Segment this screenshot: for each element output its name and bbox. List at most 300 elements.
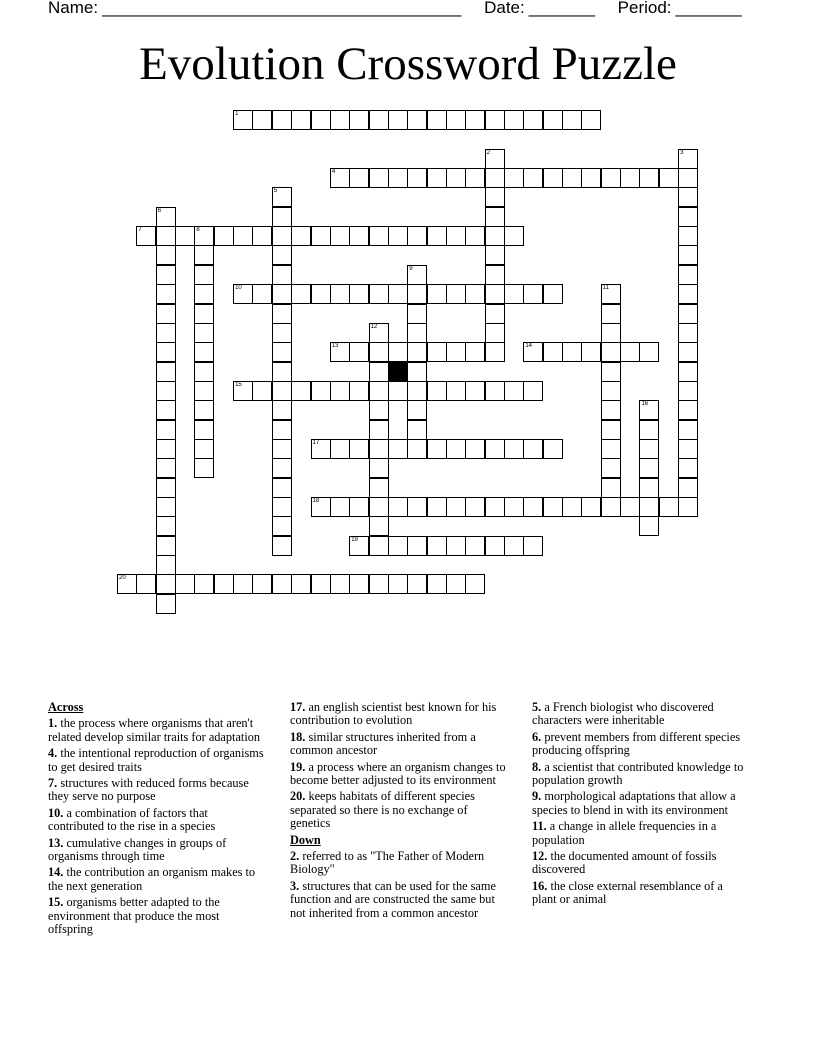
- grid-cell[interactable]: [349, 536, 369, 556]
- grid-cell[interactable]: [485, 245, 505, 265]
- grid-cell[interactable]: [678, 304, 698, 324]
- grid-cell[interactable]: [639, 478, 659, 498]
- clue-number: 16: [641, 401, 649, 408]
- grid-cell[interactable]: [272, 110, 292, 130]
- grid-cell[interactable]: [678, 226, 698, 246]
- grid-cell[interactable]: [175, 574, 195, 594]
- grid-cell[interactable]: [485, 342, 505, 362]
- grid-cell[interactable]: [581, 342, 601, 362]
- grid-cell[interactable]: [272, 323, 292, 343]
- grid-cell[interactable]: [349, 342, 369, 362]
- grid-cell[interactable]: [330, 497, 350, 517]
- grid-cell[interactable]: [291, 574, 311, 594]
- grid-cell[interactable]: [485, 110, 505, 130]
- grid-cell[interactable]: [504, 381, 524, 401]
- grid-cell[interactable]: [194, 304, 214, 324]
- clue-down-8: 8. a scientist that contributed knowledge to population growth: [532, 759, 744, 788]
- grid-cell[interactable]: [194, 226, 214, 246]
- grid-cell[interactable]: [427, 168, 447, 188]
- grid-cell[interactable]: [678, 420, 698, 440]
- grid-cell[interactable]: [620, 168, 640, 188]
- grid-cell[interactable]: [581, 168, 601, 188]
- grid-cell[interactable]: [543, 284, 563, 304]
- grid-cell[interactable]: [194, 381, 214, 401]
- grid-cell[interactable]: [349, 110, 369, 130]
- grid-cell[interactable]: [369, 516, 389, 536]
- grid-cell[interactable]: [291, 110, 311, 130]
- grid-cell[interactable]: [601, 342, 621, 362]
- grid-cell[interactable]: [407, 168, 427, 188]
- clue-number: 11: [602, 285, 609, 292]
- grid-cell[interactable]: [349, 168, 369, 188]
- grid-cell[interactable]: [446, 497, 466, 517]
- grid-cell[interactable]: [233, 284, 253, 304]
- grid-cell[interactable]: [446, 284, 466, 304]
- grid-cell[interactable]: [272, 187, 292, 207]
- grid-cell[interactable]: [446, 439, 466, 459]
- grid-cell[interactable]: [194, 342, 214, 362]
- grid-cell[interactable]: [407, 110, 427, 130]
- grid-cell[interactable]: [504, 497, 524, 517]
- grid-cell[interactable]: [601, 284, 621, 304]
- grid-cell[interactable]: [233, 381, 253, 401]
- grid-cell[interactable]: [485, 439, 505, 459]
- grid-cell[interactable]: [504, 284, 524, 304]
- grid-cell[interactable]: [504, 439, 524, 459]
- grid-cell[interactable]: [311, 439, 331, 459]
- grid-cell[interactable]: [156, 478, 176, 498]
- grid-cell[interactable]: [272, 207, 292, 227]
- page-title: Evolution Crossword Puzzle: [139, 38, 677, 90]
- grid-cell[interactable]: [156, 284, 176, 304]
- black-square: [388, 362, 408, 382]
- grid-cell[interactable]: [678, 149, 698, 169]
- grid-cell[interactable]: [407, 497, 427, 517]
- clue-down-9: 9. morphological adaptations that allow a species to blend in with its environment: [532, 789, 736, 817]
- grid-cell[interactable]: [272, 342, 292, 362]
- grid-cell[interactable]: [504, 168, 524, 188]
- clue-across-4: 4. the intentional reproduction of organisms to get desired traits: [48, 746, 264, 774]
- grid-cell[interactable]: [678, 478, 698, 498]
- grid-cell[interactable]: [620, 342, 640, 362]
- grid-cell[interactable]: [156, 516, 176, 536]
- grid-cell[interactable]: [156, 420, 176, 440]
- grid-cell[interactable]: [388, 284, 408, 304]
- grid-cell[interactable]: [465, 284, 485, 304]
- grid-cell[interactable]: [252, 226, 272, 246]
- grid-cell[interactable]: [194, 245, 214, 265]
- clue-down-16: 16. the close external resemblance of a plant or animal: [532, 878, 723, 907]
- grid-cell[interactable]: [330, 574, 350, 594]
- grid-cell[interactable]: [214, 574, 234, 594]
- grid-cell[interactable]: [272, 304, 292, 324]
- grid-cell[interactable]: [272, 574, 292, 594]
- grid-cell[interactable]: [349, 381, 369, 401]
- grid-cell[interactable]: [156, 342, 176, 362]
- grid-cell[interactable]: [156, 323, 176, 343]
- grid-cell[interactable]: [272, 439, 292, 459]
- grid-cell[interactable]: [369, 381, 389, 401]
- clues-column-1: [48, 701, 266, 940]
- grid-cell[interactable]: [156, 245, 176, 265]
- grid-cell[interactable]: [194, 574, 214, 594]
- grid-cell[interactable]: [485, 207, 505, 227]
- grid-cell[interactable]: [388, 342, 408, 362]
- grid-cell[interactable]: [485, 381, 505, 401]
- grid-cell[interactable]: [272, 362, 292, 382]
- grid-cell[interactable]: [639, 516, 659, 536]
- clue-number: 8: [196, 227, 200, 234]
- grid-cell[interactable]: [407, 265, 427, 285]
- grid-cell[interactable]: [523, 168, 543, 188]
- grid-cell[interactable]: [156, 207, 176, 227]
- grid-cell[interactable]: [562, 168, 582, 188]
- grid-cell[interactable]: [485, 168, 505, 188]
- grid-cell[interactable]: [156, 362, 176, 382]
- grid-cell[interactable]: [156, 574, 176, 594]
- grid-cell[interactable]: [330, 284, 350, 304]
- grid-cell[interactable]: [446, 226, 466, 246]
- grid-cell[interactable]: [349, 284, 369, 304]
- period-label: Period:: [617, 0, 672, 17]
- grid-cell[interactable]: [291, 226, 311, 246]
- grid-cell[interactable]: [678, 245, 698, 265]
- grid-cell[interactable]: [311, 110, 331, 130]
- grid-cell[interactable]: [194, 439, 214, 459]
- grid-cell[interactable]: [446, 110, 466, 130]
- grid-cell[interactable]: [369, 536, 389, 556]
- grid-cell[interactable]: [272, 497, 292, 517]
- grid-cell[interactable]: [659, 497, 679, 517]
- grid-cell[interactable]: [678, 362, 698, 382]
- grid-cell[interactable]: [272, 536, 292, 556]
- grid-cell[interactable]: [330, 381, 350, 401]
- grid-cell[interactable]: [388, 226, 408, 246]
- grid-cell[interactable]: [156, 497, 176, 517]
- grid-cell[interactable]: [465, 226, 485, 246]
- grid-cell[interactable]: [407, 536, 427, 556]
- clue-across-13: 13. cumulative changes in groups of organisms through time: [48, 835, 227, 864]
- grid-cell[interactable]: [523, 381, 543, 401]
- grid-cell[interactable]: [485, 536, 505, 556]
- grid-cell[interactable]: [601, 420, 621, 440]
- grid-cell[interactable]: [272, 420, 292, 440]
- clue-number: 1: [235, 111, 239, 117]
- grid-cell[interactable]: [407, 420, 427, 440]
- grid-cell[interactable]: [156, 400, 176, 420]
- grid-cell[interactable]: [330, 342, 350, 362]
- clue-across-1: 1. the process where organisms that aren't related develop similar traits for adaptation: [48, 716, 261, 744]
- grid-cell[interactable]: [639, 439, 659, 459]
- grid-cell[interactable]: [639, 168, 659, 188]
- grid-cell[interactable]: [369, 168, 389, 188]
- grid-cell[interactable]: [562, 497, 582, 517]
- grid-cell[interactable]: [388, 574, 408, 594]
- grid-cell[interactable]: [485, 149, 505, 169]
- grid-cell[interactable]: [252, 574, 272, 594]
- grid-cell[interactable]: [407, 439, 427, 459]
- grid-cell[interactable]: [504, 226, 524, 246]
- grid-cell[interactable]: [156, 439, 176, 459]
- clue-number: 5: [273, 188, 278, 195]
- grid-cell[interactable]: [523, 284, 543, 304]
- grid-cell[interactable]: [562, 110, 582, 130]
- grid-cell[interactable]: [581, 497, 601, 517]
- grid-cell[interactable]: [485, 304, 505, 324]
- clues-column-2: [290, 701, 508, 923]
- grid-cell[interactable]: [330, 439, 350, 459]
- clue-across-19: 19. a process where an organism changes to become better adjusted to its environment: [290, 759, 506, 788]
- date-label: Date:: [484, 0, 525, 17]
- name-label: Name:: [48, 0, 99, 17]
- grid-cell[interactable]: [427, 110, 447, 130]
- grid-cell[interactable]: [485, 187, 505, 207]
- grid-cell[interactable]: [349, 574, 369, 594]
- grid-cell[interactable]: [233, 226, 253, 246]
- grid-cell[interactable]: [601, 439, 621, 459]
- grid-cell[interactable]: [465, 168, 485, 188]
- grid-cell[interactable]: [194, 458, 214, 478]
- grid-cell[interactable]: [678, 381, 698, 401]
- grid-cell[interactable]: [639, 458, 659, 478]
- grid-cell[interactable]: [639, 342, 659, 362]
- grid-cell[interactable]: [194, 265, 214, 285]
- grid-cell[interactable]: [543, 439, 563, 459]
- grid-cell[interactable]: [465, 439, 485, 459]
- grid-cell[interactable]: [291, 381, 311, 401]
- grid-cell[interactable]: [407, 381, 427, 401]
- grid-cell[interactable]: [369, 400, 389, 420]
- grid-cell[interactable]: [156, 458, 176, 478]
- grid-cell[interactable]: [272, 400, 292, 420]
- grid-cell[interactable]: [678, 187, 698, 207]
- grid-cell[interactable]: [349, 439, 369, 459]
- grid-cell[interactable]: [523, 497, 543, 517]
- grid-cell[interactable]: [136, 226, 156, 246]
- grid-cell[interactable]: [136, 574, 156, 594]
- grid-cell[interactable]: [369, 420, 389, 440]
- grid-cell[interactable]: [639, 420, 659, 440]
- grid-cell[interactable]: [465, 574, 485, 594]
- grid-cell[interactable]: [581, 110, 601, 130]
- grid-cell[interactable]: [427, 439, 447, 459]
- grid-cell[interactable]: [311, 226, 331, 246]
- grid-cell[interactable]: [601, 497, 621, 517]
- grid-cell[interactable]: [659, 168, 679, 188]
- grid-cell[interactable]: [233, 110, 253, 130]
- grid-cell[interactable]: [601, 304, 621, 324]
- grid-cell[interactable]: [311, 381, 331, 401]
- grid-cell[interactable]: [194, 400, 214, 420]
- grid-cell[interactable]: [175, 226, 195, 246]
- grid-cell[interactable]: [427, 226, 447, 246]
- grid-cell[interactable]: [330, 168, 350, 188]
- grid-cell[interactable]: [678, 497, 698, 517]
- grid-cell[interactable]: [465, 497, 485, 517]
- grid-cell[interactable]: [543, 342, 563, 362]
- grid-cell[interactable]: [504, 536, 524, 556]
- grid-cell[interactable]: [369, 458, 389, 478]
- grid-cell[interactable]: [156, 536, 176, 556]
- grid-cell[interactable]: [369, 323, 389, 343]
- name-blank: ______________________________________: [102, 0, 462, 17]
- grid-cell[interactable]: [311, 497, 331, 517]
- grid-cell[interactable]: [678, 400, 698, 420]
- grid-cell[interactable]: [369, 342, 389, 362]
- grid-cell[interactable]: [504, 110, 524, 130]
- grid-cell[interactable]: [156, 594, 176, 614]
- grid-cell[interactable]: [272, 458, 292, 478]
- grid-cell[interactable]: [369, 497, 389, 517]
- grid-cell[interactable]: [349, 226, 369, 246]
- grid-cell[interactable]: [601, 381, 621, 401]
- grid-cell[interactable]: [156, 265, 176, 285]
- grid-cell[interactable]: [465, 536, 485, 556]
- grid-cell[interactable]: [601, 458, 621, 478]
- grid-cell[interactable]: [465, 110, 485, 130]
- grid-cell[interactable]: [369, 110, 389, 130]
- grid-cell[interactable]: [485, 497, 505, 517]
- grid-cell[interactable]: [272, 265, 292, 285]
- grid-cell[interactable]: [543, 168, 563, 188]
- grid-cell[interactable]: [678, 458, 698, 478]
- grid-cell[interactable]: [543, 110, 563, 130]
- clue-number: 20: [119, 575, 126, 582]
- grid-cell[interactable]: [349, 497, 369, 517]
- grid-cell[interactable]: [601, 362, 621, 382]
- grid-cell[interactable]: [523, 342, 543, 362]
- grid-cell[interactable]: [272, 478, 292, 498]
- grid-cell[interactable]: [388, 110, 408, 130]
- grid-cell[interactable]: [214, 226, 234, 246]
- grid-cell[interactable]: [407, 323, 427, 343]
- grid-cell[interactable]: [678, 342, 698, 362]
- grid-cell[interactable]: [252, 110, 272, 130]
- clue-number: 12: [370, 323, 378, 330]
- grid-cell[interactable]: [407, 362, 427, 382]
- grid-cell[interactable]: [446, 574, 466, 594]
- grid-cell[interactable]: [446, 381, 466, 401]
- grid-cell[interactable]: [678, 265, 698, 285]
- grid-cell[interactable]: [252, 381, 272, 401]
- grid-cell[interactable]: [485, 226, 505, 246]
- grid-cell[interactable]: [485, 284, 505, 304]
- grid-cell[interactable]: [272, 381, 292, 401]
- grid-cell[interactable]: [194, 420, 214, 440]
- grid-cell[interactable]: [465, 342, 485, 362]
- grid-cell[interactable]: [156, 555, 176, 575]
- grid-cell[interactable]: [272, 284, 292, 304]
- grid-cell[interactable]: [156, 381, 176, 401]
- down-heading: Down: [290, 832, 321, 847]
- grid-cell[interactable]: [446, 536, 466, 556]
- grid-cell[interactable]: [407, 284, 427, 304]
- grid-cell[interactable]: [369, 362, 389, 382]
- clue-number: 14: [525, 343, 533, 350]
- grid-cell[interactable]: [639, 400, 659, 420]
- grid-cell[interactable]: [427, 574, 447, 594]
- grid-cell[interactable]: [272, 516, 292, 536]
- grid-cell[interactable]: [311, 284, 331, 304]
- grid-cell[interactable]: [388, 497, 408, 517]
- grid-cell[interactable]: [601, 168, 621, 188]
- grid-cell[interactable]: [388, 536, 408, 556]
- grid-cell[interactable]: [620, 497, 640, 517]
- grid-cell[interactable]: [272, 245, 292, 265]
- grid-cell[interactable]: [369, 226, 389, 246]
- grid-cell[interactable]: [194, 323, 214, 343]
- grid-cell[interactable]: [427, 536, 447, 556]
- grid-cell[interactable]: [272, 226, 292, 246]
- grid-cell[interactable]: [311, 574, 331, 594]
- grid-cell[interactable]: [678, 323, 698, 343]
- clue-across-10: 10. a combination of factors that contributed to the rise in a species: [48, 805, 216, 834]
- grid-cell[interactable]: [388, 439, 408, 459]
- grid-cell[interactable]: [639, 497, 659, 517]
- grid-cell[interactable]: [252, 284, 272, 304]
- grid-cell[interactable]: [369, 478, 389, 498]
- grid-cell[interactable]: [485, 265, 505, 285]
- grid-cell[interactable]: [523, 110, 543, 130]
- grid-cell[interactable]: [407, 574, 427, 594]
- grid-cell[interactable]: [523, 439, 543, 459]
- grid-cell[interactable]: [678, 439, 698, 459]
- grid-cell[interactable]: [407, 304, 427, 324]
- grid-cell[interactable]: [407, 226, 427, 246]
- grid-cell[interactable]: [562, 342, 582, 362]
- clue-number: 6: [157, 207, 162, 214]
- grid-cell[interactable]: [446, 342, 466, 362]
- grid-cell[interactable]: [369, 439, 389, 459]
- grid-cell[interactable]: [446, 168, 466, 188]
- grid-cell[interactable]: [194, 284, 214, 304]
- grid-cell[interactable]: [678, 168, 698, 188]
- grid-cell[interactable]: [427, 381, 447, 401]
- grid-cell[interactable]: [465, 381, 485, 401]
- grid-cell[interactable]: [388, 168, 408, 188]
- grid-cell[interactable]: [156, 304, 176, 324]
- grid-cell[interactable]: [678, 207, 698, 227]
- grid-cell[interactable]: [369, 284, 389, 304]
- grid-cell[interactable]: [330, 110, 350, 130]
- period-blank: _______: [675, 0, 742, 17]
- grid-cell[interactable]: [156, 226, 176, 246]
- clue-down-5: 5. a French biologist who discovered characters were inheritable: [532, 700, 714, 728]
- grid-cell[interactable]: [233, 574, 253, 594]
- grid-cell[interactable]: [291, 284, 311, 304]
- grid-cell[interactable]: [407, 400, 427, 420]
- grid-cell[interactable]: [194, 362, 214, 382]
- grid-cell[interactable]: [601, 323, 621, 343]
- grid-cell[interactable]: [485, 323, 505, 343]
- clues-section: [0, 701, 816, 1031]
- grid-cell[interactable]: [407, 342, 427, 362]
- clue-across-20: 20. keeps habitats of different species separated so there is no exchange of genetics: [290, 789, 475, 831]
- grid-cell[interactable]: [601, 400, 621, 420]
- grid-cell[interactable]: [601, 478, 621, 498]
- clue-across-18: 18. similar structures inherited from a common ancestor: [290, 729, 476, 758]
- grid-cell[interactable]: [678, 284, 698, 304]
- grid-cell[interactable]: [427, 284, 447, 304]
- grid-cell[interactable]: [117, 574, 137, 594]
- grid-cell[interactable]: [523, 536, 543, 556]
- grid-cell[interactable]: [427, 342, 447, 362]
- grid-cell[interactable]: [330, 226, 350, 246]
- grid-cell[interactable]: [427, 497, 447, 517]
- grid-cell[interactable]: [543, 497, 563, 517]
- grid-cell[interactable]: [388, 381, 408, 401]
- grid-cell[interactable]: [369, 574, 389, 594]
